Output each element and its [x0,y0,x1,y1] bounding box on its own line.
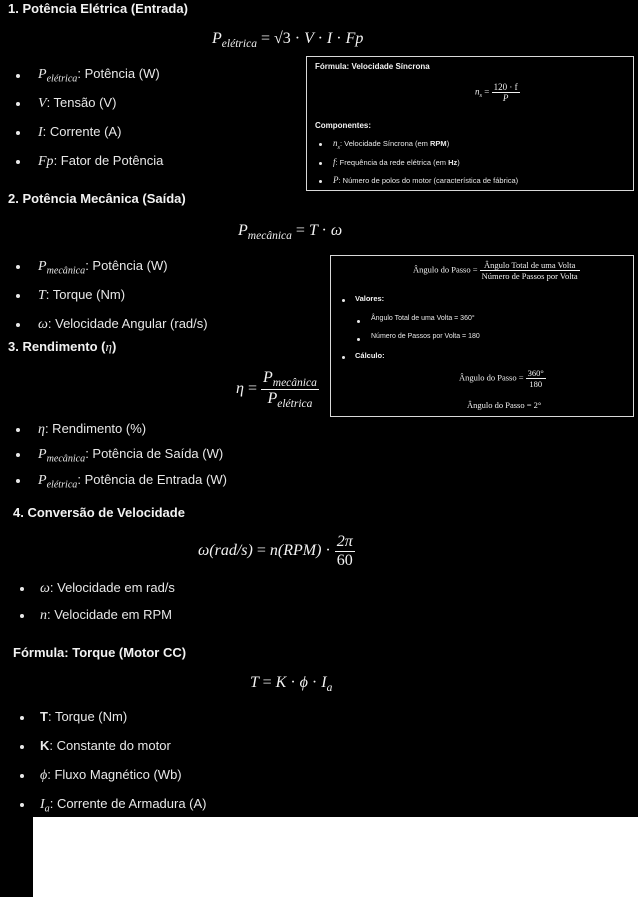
section-3-title: 3. Rendimento (η) [8,339,117,354]
formula-electric-power: $P_{elétrica} = √3 \cdot V \cdot I \cdot Fp$ [212,30,364,51]
bullet [20,716,24,720]
list-item: P: Número de polos do motor (característica de fábrica) [333,175,519,185]
list-item: $P_{elétrica}$: Potência de Entrada (W) [38,472,227,491]
list-item: $P_{mecânica}$: Potência de Saída (W) [38,446,224,465]
section-1-title: 1. Potência Elétrica (Entrada) [8,1,188,16]
formula-speed-conversion: ω(rad/s) = n(RPM) · $\frac{2\pi}{60}$ [198,533,353,569]
bullet [16,453,20,457]
bullet [319,162,322,165]
formula-synchronous-speed: $n_s$ = $\frac{120 \cdot f}{P}$ [475,82,518,103]
bullet [20,745,24,749]
bullet [16,265,20,269]
bullet [16,294,20,298]
list-item: T: Torque (Nm) [40,709,128,724]
list-item: T: Torque (Nm) [38,287,126,303]
bullet [357,338,360,341]
step-angle-box [330,255,634,417]
list-item: V: Tensão (V) [38,95,117,111]
list-item: ω: Velocidade Angular (rad/s) [38,316,208,332]
bullet [16,160,20,164]
formula-efficiency: η = $\frac{P_{mecânica}}{P_{elétrica}}$ [236,369,317,411]
bullet [342,356,345,359]
bullet [319,180,322,183]
box-title: Fórmula: Velocidade Síncrona [315,62,430,71]
list-item: $P_{elétrica}$: Potência (W) [38,66,160,85]
step-angle-result: Ângulo do Passo = 2° [467,400,542,410]
list-item: $n_s$: Velocidade Síncrona (em RPM) [333,138,450,151]
list-item: $I_a$: Corrente de Armadura (A) [40,796,207,815]
bullet [20,774,24,778]
section-5-title: Fórmula: Torque (Motor CC) [13,645,187,660]
content-background-tail [0,817,33,897]
list-item: $P_{mecânica}$: Potência (W) [38,258,168,277]
list-item: ϕ: Fluxo Magnético (Wb) [40,767,182,783]
section-4-title: 4. Conversão de Velocidade [13,505,185,520]
synchronous-speed-box [306,56,634,191]
bullet [357,320,360,323]
calculation-title: Cálculo: [355,351,385,360]
bullet [319,143,322,146]
list-item: ω: Velocidade em rad/s [40,580,175,596]
value-item: Número de Passos por Volta = 180 [371,333,480,340]
bullet [16,428,20,432]
bullet [20,614,24,618]
formula-step-angle: Ângulo do Passo = $\frac{\text{Ângulo Total de uma Volta}}{\text{Número de Passos por Volta}}$ [413,260,578,281]
list-item: I: Corrente (A) [38,124,122,140]
formula-step-angle-calc: Ângulo do Passo = $\frac{360^\circ}{180}$ [459,368,544,389]
formula-torque: $T = K \cdot \phi \cdot I_a$ [250,674,333,695]
bullet [16,74,20,78]
bullet [16,479,20,483]
bullet [342,299,345,302]
bullet [20,803,24,807]
list-item: f: Frequência da rede elétrica (em Hz) [333,157,460,167]
bullet [16,131,20,135]
list-item: η: Rendimento (%) [38,421,147,437]
bullet [20,587,24,591]
list-item: K: Constante do motor [40,738,171,753]
bullet [16,323,20,327]
list-item: n: Velocidade em RPM [40,607,173,623]
components-title: Componentes: [315,121,371,130]
value-item: Ângulo Total de uma Volta = 360° [371,315,475,322]
values-title: Valores: [355,294,385,303]
list-item: Fp: Fator de Potência [38,153,164,169]
section-2-title: 2. Potência Mecânica (Saída) [8,191,186,206]
formula-mechanical-power: $P_{mecânica} = T \cdot \omega$ [238,222,343,243]
bullet [16,102,20,106]
